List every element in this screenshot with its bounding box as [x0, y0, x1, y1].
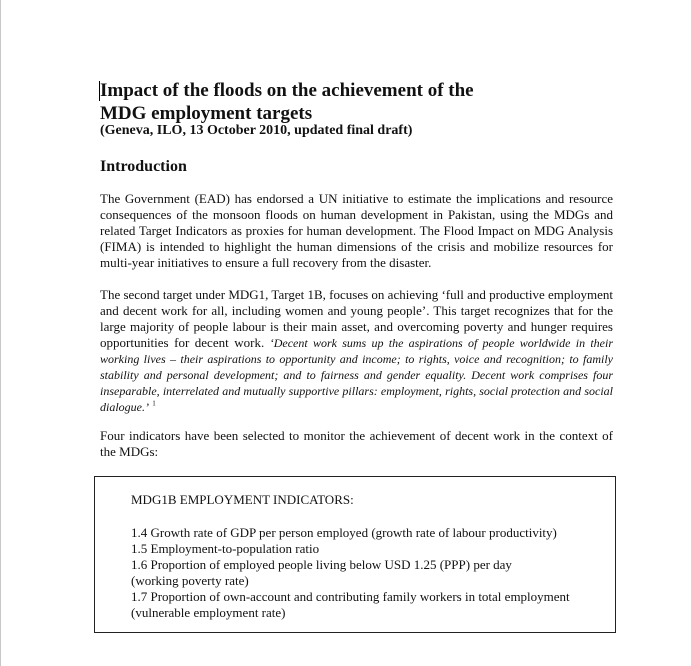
indicator-line[interactable]: 1.6 Proportion of employed people living below USD 1.25 (PPP) per day	[131, 557, 512, 572]
paragraph-3[interactable]: Four indicators have been selected to monitor the achievement of decent work in the context of the MDGs:	[100, 428, 613, 459]
paragraph-1[interactable]: The Government (EAD) has endorsed a UN initiative to estimate the implications and resource consequences of the monsoon floods on human development in Pakistan, using the MDGs and related Target Indicators as proxies for human development. The Flood Impact on MDG Analysis (FIMA) is intended to highlight the human dimensions of the crisis and mobilize resources for multi-year initiatives to ensure a full recovery from the disaster.	[100, 191, 613, 270]
document-subtitle[interactable]: (Geneva, ILO, 13 October 2010, updated final draft)	[100, 123, 413, 138]
indicator-line[interactable]: (working poverty rate)	[131, 573, 249, 588]
title-line-1[interactable]: Impact of the floods on the achievement of the	[100, 80, 474, 101]
title-line-2[interactable]: MDG employment targets	[100, 103, 313, 124]
section-heading-introduction[interactable]: Introduction	[100, 158, 187, 175]
paragraph-2-text[interactable]: The second target under MDG1, Target 1B, focuses on achieving ‘full and productive employment and decent work for all, including women and young people’. This target recognizes that for the large majority of people labour is their main asset, and overcoming poverty and hunger requires opportunities for decent work.	[100, 287, 613, 350]
indicator-line[interactable]: 1.4 Growth rate of GDP per person employed (growth rate of labour productivity)	[131, 525, 557, 540]
indicator-line[interactable]: 1.7 Proportion of own-account and contributing family workers in total employment	[131, 589, 570, 604]
page-left-edge	[0, 0, 5, 666]
paragraph-2[interactable]	[100, 287, 613, 415]
indicator-box	[94, 476, 616, 633]
indicator-line[interactable]: 1.5 Employment-to-population ratio	[131, 541, 320, 556]
footnote-reference[interactable]: 1	[152, 399, 156, 408]
indicator-box-title[interactable]: MDG1B EMPLOYMENT INDICATORS:	[131, 492, 354, 507]
decent-work-quote[interactable]: ‘Decent work sums up the aspirations of people worldwide in their working lives – their aspirations to opportunity and income; to rights, voice and recognition; to family stability and personal development; and to fairness and gender equality. Decent work comprises four inseparable, interrelated and mutually supportive pillars: employment, rights, social protection and social dialogue.’	[100, 336, 613, 414]
indicator-line[interactable]: (vulnerable employment rate)	[131, 605, 286, 620]
document-title[interactable]	[100, 79, 520, 125]
indicator-list	[131, 525, 601, 621]
